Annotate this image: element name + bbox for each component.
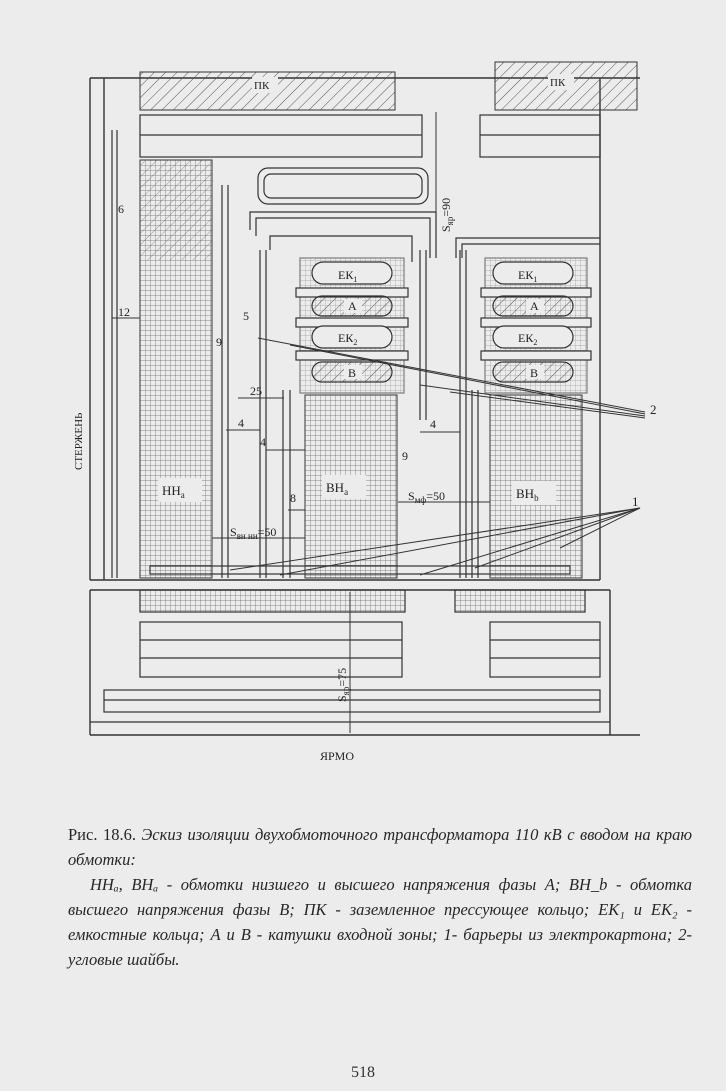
caption-body: ННₐ, ВНₐ - обмотки низшего и высшего напряжения фазы А; ВН_b - обмотка высшего напряжения фазы В; ПК - заземленное прессующее кольцо; ЕК₁ и ЕК₂ - емкостные кольца; А и В - катушки входной зоны; 1- барьеры из электрокартона; 2- угловые шайбы.	[68, 875, 692, 969]
s-mf-label: $S_{мф}=50$	[408, 489, 445, 505]
figure-caption	[68, 822, 692, 972]
vn-b-label: $ВН_b$	[516, 486, 539, 503]
coil-a-phase-b-label: А	[530, 299, 539, 313]
ek2-b-label: $ЕК_2$	[518, 331, 538, 347]
caption-fig-number: Рис. 18.6.	[68, 825, 136, 844]
callout-2: 2	[650, 402, 657, 417]
callout-1: 1	[632, 494, 639, 509]
vn-a-label: $ВН_a$	[326, 480, 349, 497]
yoke-label: ЯРМО	[320, 749, 355, 763]
dim-6: 6	[118, 202, 124, 216]
dim-9-left: 9	[216, 335, 222, 349]
nn-a-label: $НН_a$	[162, 483, 185, 500]
dim-4-b: 4	[260, 435, 266, 449]
coil-b-phase-a-label: В	[348, 366, 357, 380]
pk-right-label: ПК	[550, 77, 566, 89]
coil-b-phase-b-label: В	[530, 366, 539, 380]
ek2-a-label: $ЕК_2$	[338, 331, 358, 347]
ek1-b-label: $ЕК_1$	[518, 268, 538, 284]
dim-4-a: 4	[238, 416, 244, 430]
dim-5: 5	[243, 309, 249, 323]
dim-9-right: 9	[402, 449, 408, 463]
dim-25: 25	[250, 384, 262, 398]
caption-title: Эскиз изоляции двухобмоточного трансформатора 110 кВ с вводом на краю обмотки:	[68, 825, 692, 869]
top-yoke-insulation	[140, 115, 600, 157]
ek1-a-label: $ЕК_1$	[338, 268, 358, 284]
s-yar-bottom-label: $S_{яр}=75$	[335, 667, 351, 702]
caption-heading	[68, 822, 692, 872]
coil-a-phase-a-label: А	[348, 299, 357, 313]
s-vn-nn-label: $S_{вн нн}=50$	[230, 525, 277, 541]
s-yar-top-label: $S_{яр}=90$	[439, 197, 455, 232]
pk-left-label: ПК	[254, 80, 270, 92]
page-number: 518	[351, 1064, 375, 1081]
dim-8: 8	[290, 491, 296, 505]
dim-12: 12	[118, 305, 130, 319]
core-label: СТЕРЖЕНЬ	[73, 412, 85, 470]
dim-4-c: 4	[430, 417, 436, 431]
